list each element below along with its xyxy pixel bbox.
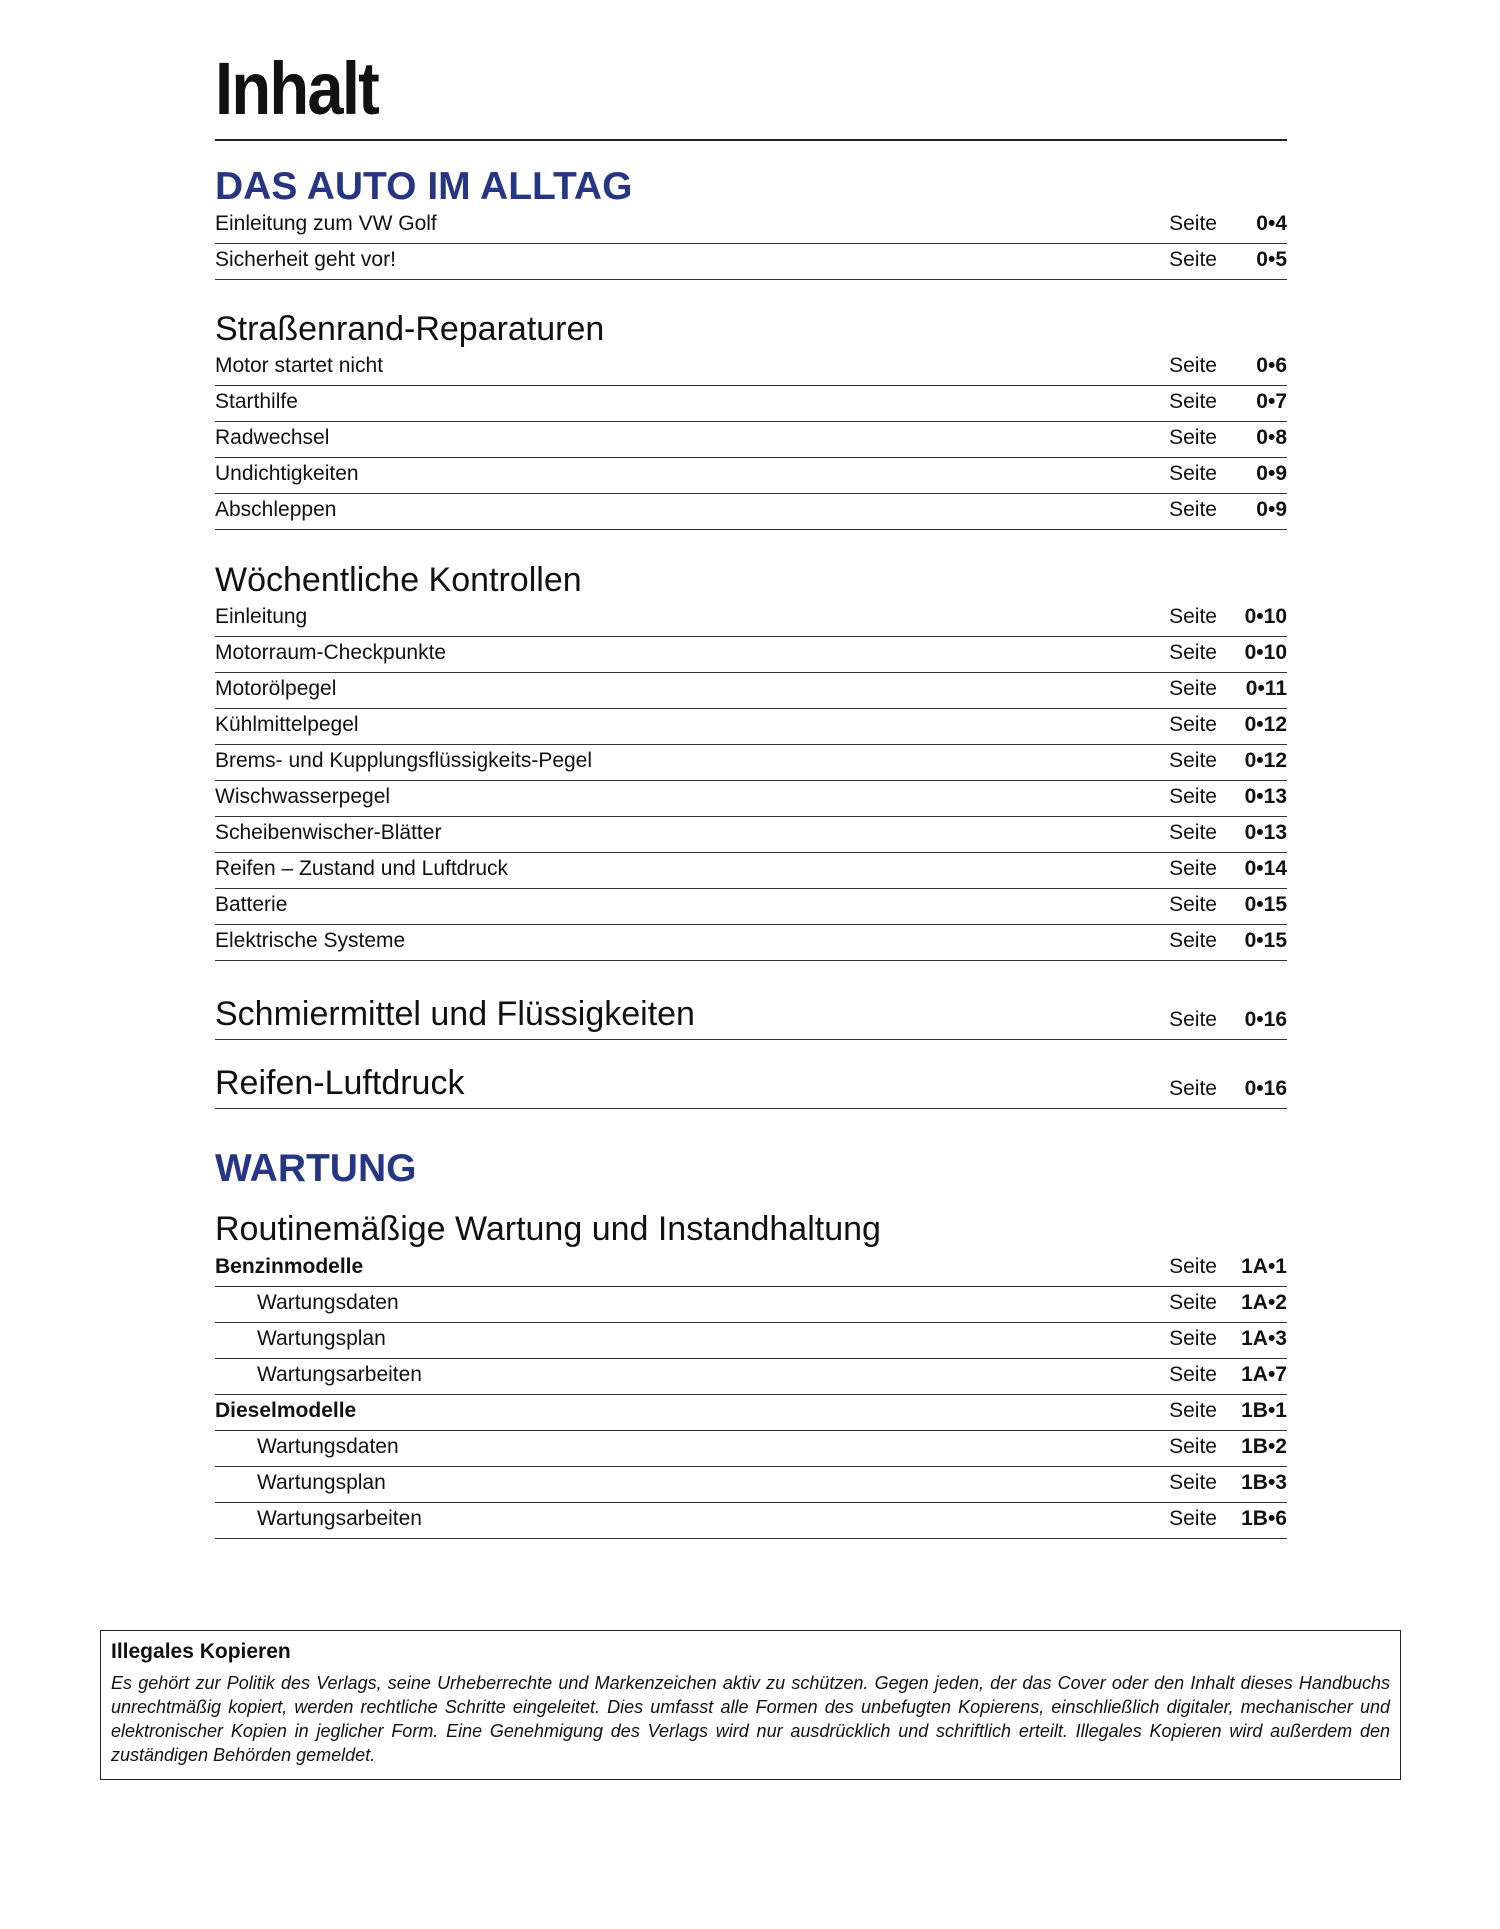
toc-row-label: Starthilfe	[215, 390, 298, 413]
toc-row-label: Scheibenwischer-Blätter	[215, 821, 442, 844]
part-heading-wartung: WARTUNG	[215, 1147, 417, 1190]
toc-row-seite: Seite	[1169, 677, 1217, 700]
toc-row-label: Reifen-Luftdruck	[215, 1064, 465, 1102]
toc-row-label: Wartungsarbeiten	[257, 1363, 422, 1386]
toc-row-sub[interactable]	[215, 1431, 1287, 1467]
toc-row-seite: Seite	[1169, 426, 1217, 449]
page-title: Inhalt	[215, 47, 379, 130]
toc-row-page: 0•11	[1245, 677, 1287, 700]
toc-row-page: 0•15	[1244, 893, 1287, 916]
roadside-list	[215, 350, 1287, 530]
toc-row-einleitung-golf[interactable]	[215, 208, 1287, 244]
toc-row-label: Benzinmodelle	[215, 1255, 364, 1278]
toc-row-page: 0•15	[1244, 929, 1287, 952]
toc-row-label: Schmiermittel und Flüssigkeiten	[215, 995, 695, 1033]
toc-row-lubricants[interactable]	[215, 992, 1287, 1040]
toc-row-page: 1A•3	[1241, 1327, 1287, 1350]
toc-row-label: Batterie	[215, 893, 288, 916]
toc-row-group-diesel[interactable]	[215, 1395, 1287, 1431]
toc-row-page: 0•16	[1244, 1077, 1287, 1100]
toc-row-sicherheit[interactable]	[215, 244, 1287, 280]
toc-row-page: 0•4	[1256, 212, 1287, 235]
toc-row-label: Undichtigkeiten	[215, 462, 359, 485]
toc-row-page: 0•16	[1244, 1008, 1287, 1031]
toc-row[interactable]	[215, 745, 1287, 781]
toc-row[interactable]	[215, 709, 1287, 745]
toc-row-label: Motorölpegel	[215, 677, 337, 700]
toc-row-label: Abschleppen	[215, 498, 337, 521]
toc-row[interactable]	[215, 350, 1287, 386]
toc-row-page: 0•9	[1256, 462, 1287, 485]
toc-row-seite: Seite	[1169, 1008, 1217, 1031]
toc-row-seite: Seite	[1169, 857, 1217, 880]
toc-row-seite: Seite	[1169, 354, 1217, 377]
toc-row-seite: Seite	[1169, 462, 1217, 485]
toc-row-label: Wartungsdaten	[257, 1435, 399, 1458]
toc-row-seite: Seite	[1169, 1363, 1217, 1386]
toc-row[interactable]	[215, 458, 1287, 494]
toc-row-label: Motor startet nicht	[215, 354, 384, 377]
toc-row-page: 1B•1	[1241, 1399, 1287, 1422]
toc-row-label: Einleitung	[215, 605, 308, 628]
toc-row-page: 0•10	[1244, 605, 1287, 628]
toc-row-page: 1B•3	[1241, 1471, 1287, 1494]
toc-row-label: Wartungsdaten	[257, 1291, 399, 1314]
toc-row-label: Wartungsarbeiten	[257, 1507, 422, 1530]
toc-row-tyre-pressure[interactable]	[215, 1061, 1287, 1109]
toc-row-label: Brems- und Kupplungsflüssigkeits-Pegel	[215, 749, 593, 772]
toc-row-seite: Seite	[1169, 1399, 1217, 1422]
toc-row[interactable]	[215, 386, 1287, 422]
section-title-weekly: Wöchentliche Kontrollen	[215, 561, 582, 599]
toc-row-seite: Seite	[1169, 1327, 1217, 1350]
toc-row-seite: Seite	[1169, 713, 1217, 736]
toc-row-seite: Seite	[1169, 605, 1217, 628]
notice-title: Illegales Kopieren	[111, 1640, 291, 1663]
toc-row-seite: Seite	[1169, 1291, 1217, 1314]
toc-row-page: 0•12	[1244, 749, 1287, 772]
toc-row-label: Motorraum-Checkpunkte	[215, 641, 447, 664]
toc-row[interactable]	[215, 925, 1287, 961]
weekly-list	[215, 601, 1287, 961]
toc-row-label: Einleitung zum VW Golf	[215, 212, 437, 235]
toc-row-sub[interactable]	[215, 1467, 1287, 1503]
copyright-notice-box	[100, 1630, 1401, 1780]
toc-row-label: Sicherheit geht vor!	[215, 248, 396, 271]
toc-row-page: 1B•2	[1241, 1435, 1287, 1458]
toc-row[interactable]	[215, 817, 1287, 853]
toc-row-sub[interactable]	[215, 1503, 1287, 1539]
toc-row[interactable]	[215, 889, 1287, 925]
toc-row-label: Elektrische Systeme	[215, 929, 406, 952]
toc-row-page: 0•14	[1244, 857, 1287, 880]
toc-row-page: 0•13	[1244, 785, 1287, 808]
toc-row-label: Radwechsel	[215, 426, 330, 449]
toc-row-page: 1B•6	[1241, 1507, 1287, 1530]
toc-row-page: 0•9	[1256, 498, 1287, 521]
section-title-roadside: Straßenrand-Reparaturen	[215, 310, 605, 348]
toc-row-label: Wartungsplan	[257, 1471, 386, 1494]
toc-row-page: 0•12	[1244, 713, 1287, 736]
toc-row-label: Reifen – Zustand und Luftdruck	[215, 857, 509, 880]
part-heading-das-auto: DAS AUTO IM ALLTAG	[215, 165, 633, 208]
toc-row-seite: Seite	[1169, 212, 1217, 235]
toc-row-page: 1A•7	[1241, 1363, 1287, 1386]
title-divider	[215, 139, 1287, 141]
toc-row[interactable]	[215, 494, 1287, 530]
toc-row[interactable]	[215, 422, 1287, 458]
toc-row-page: 1A•2	[1241, 1291, 1287, 1314]
toc-row-seite: Seite	[1169, 641, 1217, 664]
toc-row[interactable]	[215, 781, 1287, 817]
toc-row[interactable]	[215, 601, 1287, 637]
toc-row-seite: Seite	[1169, 390, 1217, 413]
toc-row-seite: Seite	[1169, 821, 1217, 844]
notice-text: Es gehört zur Politik des Verlags, seine Urheberrechte und Markenzeichen aktiv zu schützen. Gegen jeden, der das Cover oder den Inhalt dieses Handbuchs unrechtmäßig kopiert, werden rechtliche Schritte eingeleitet. Dies umfasst alle Formen des unbefugten Kopierens, einschließlich digitaler, mechanischer und elektronischer Kopien in jeglicher Form. Eine Genehmigung des Verlags wird nur ausdrücklich und schriftlich erteilt. Illegales Kopieren wird außerdem den zuständigen Behörden gemeldet.	[111, 1673, 1390, 1765]
toc-row-seite: Seite	[1169, 498, 1217, 521]
toc-row-label: Dieselmodelle	[215, 1399, 357, 1422]
toc-row-sub[interactable]	[215, 1323, 1287, 1359]
toc-row-seite: Seite	[1169, 1077, 1217, 1100]
toc-row-sub[interactable]	[215, 1359, 1287, 1395]
section-title-maintenance: Routinemäßige Wartung und Instandhaltung	[215, 1210, 881, 1248]
toc-row-seite: Seite	[1169, 893, 1217, 916]
toc-row-seite: Seite	[1169, 785, 1217, 808]
intro-list	[215, 208, 1287, 280]
toc-row-seite: Seite	[1169, 1255, 1217, 1278]
toc-row-page: 0•8	[1256, 426, 1287, 449]
toc-row-seite: Seite	[1169, 1435, 1217, 1458]
toc-row-page: 0•7	[1256, 390, 1287, 413]
toc-row-label: Kühlmittelpegel	[215, 713, 359, 736]
maintenance-list	[215, 1251, 1287, 1539]
toc-row-page: 0•5	[1256, 248, 1287, 271]
toc-row-seite: Seite	[1169, 749, 1217, 772]
toc-row-seite: Seite	[1169, 248, 1217, 271]
toc-row-group-benzin[interactable]	[215, 1251, 1287, 1287]
toc-row-label: Wartungsplan	[257, 1327, 386, 1350]
toc-row-page: 0•13	[1244, 821, 1287, 844]
toc-row-seite: Seite	[1169, 1471, 1217, 1494]
toc-row[interactable]	[215, 673, 1287, 709]
toc-row-page: 1A•1	[1241, 1255, 1287, 1278]
toc-row-seite: Seite	[1169, 1507, 1217, 1530]
toc-row-label: Wischwasserpegel	[215, 785, 391, 808]
toc-row[interactable]	[215, 853, 1287, 889]
toc-row[interactable]	[215, 637, 1287, 673]
toc-row-sub[interactable]	[215, 1287, 1287, 1323]
toc-row-page: 0•10	[1244, 641, 1287, 664]
toc-row-page: 0•6	[1256, 354, 1287, 377]
toc-row-seite: Seite	[1169, 929, 1217, 952]
